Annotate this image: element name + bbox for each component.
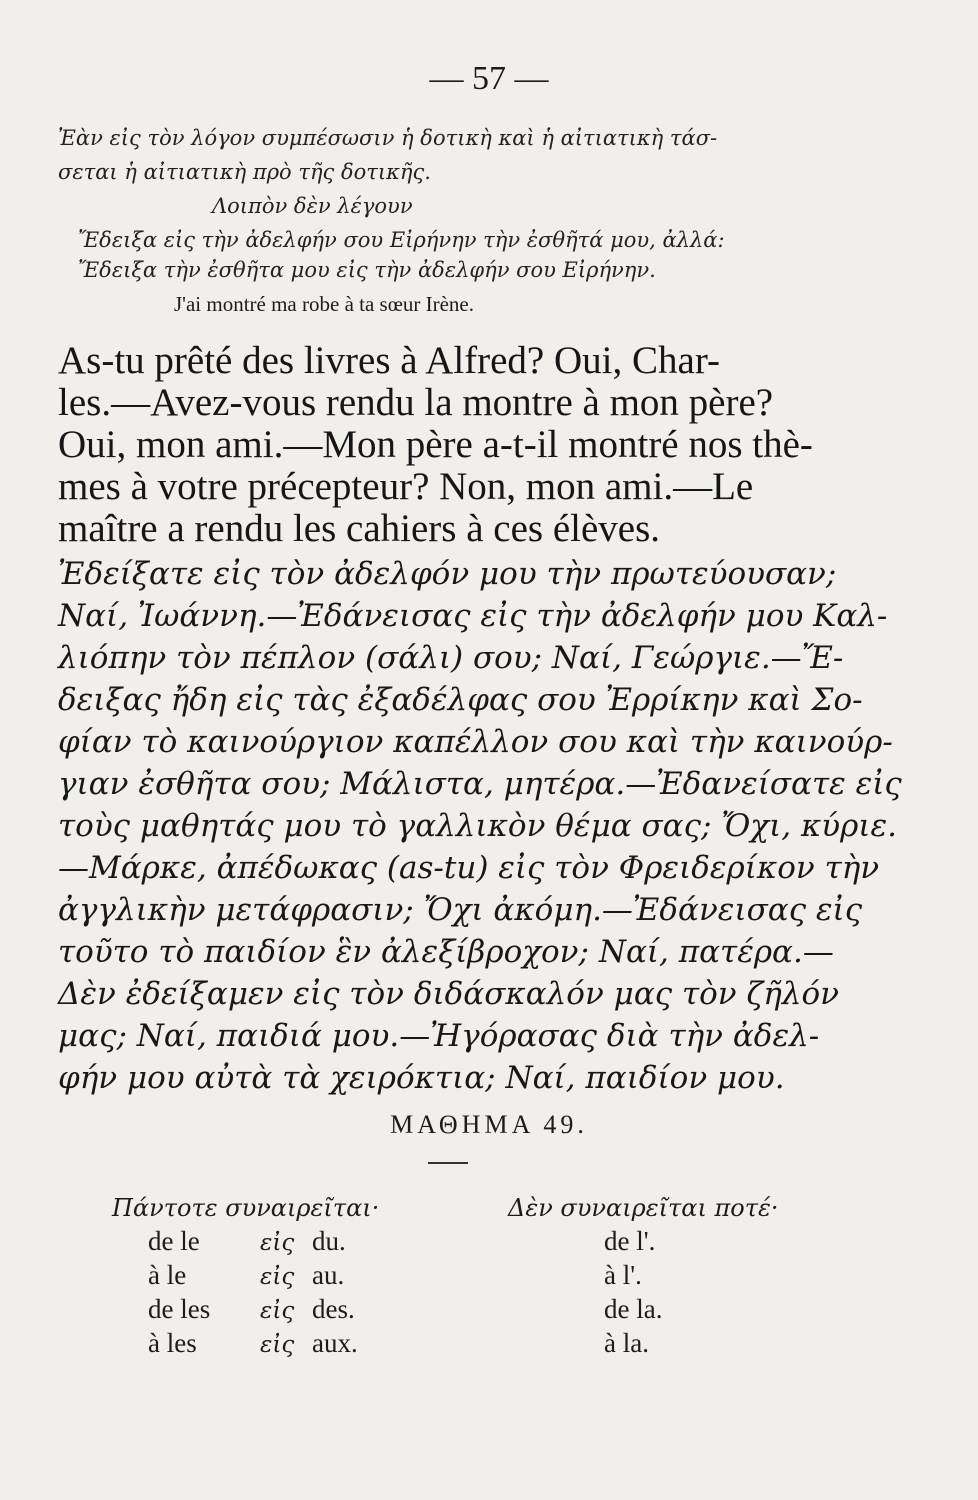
greek-line-7: τοὺς μαθητάς μου τὸ γαλλικὸν θέμα σας; Ὄχι, κύριε.: [58, 808, 897, 844]
lesson-heading: ΜΑΘΗΜΑ 49.: [390, 1110, 588, 1139]
left-fr-3: de les: [148, 1294, 211, 1324]
left-fr-2: à le: [148, 1260, 187, 1290]
greek-line-10: τοῦτο τὸ παιδίον ἓν ἀλεξίβροχον; Ναί, πατέρα.—: [58, 934, 834, 970]
greek-line-4: δειξας ἤδη εἰς τὰς ἐξαδέλφας σου Ἐρρίκην καὶ Σο-: [58, 682, 863, 718]
left-res-1: du.: [312, 1226, 346, 1256]
greek-line-5: φίαν τὸ καινούργιον καπέλλον σου καὶ τὴν καινούρ-: [58, 724, 893, 760]
page-number: — 57 —: [429, 60, 549, 97]
greek-line-8: —Μάρκε, ἀπέδωκας (as-tu) εἰς τὸν Φρειδερίκον τὴν: [58, 850, 880, 886]
greek-line-11: Δὲν ἐδείξαμεν εἰς τὸν διδάσκαλόν μας τὸν ζῆλόν: [58, 976, 840, 1012]
right-example: Ἔδειξα τὴν ἐσθῆτα μου εἰς τὴν ἀδελφήν σου Εἰρήνην.: [78, 258, 656, 282]
heading-rule: [428, 1162, 468, 1164]
greek-line-6: γιαν ἐσθῆτα σου; Μάλιστα, μητέρα.—Ἐδανείσατε εἰς: [58, 766, 902, 802]
rule-text-line-2: σεται ἡ αἰτιατικὴ πρὸ τῆς δοτικῆς.: [58, 160, 431, 184]
greek-line-13: φήν μου αὐτὰ τὰ χειρόκτια; Ναί, παιδίον μου.: [58, 1060, 785, 1096]
greek-line-2: Ναί, Ἰωάννη.—Ἐδάνεισας εἰς τὴν ἀδελφήν μου Καλ-: [58, 598, 888, 634]
left-gk-2: εἰς: [260, 1264, 295, 1290]
left-column-header: Πάντοτε συναιρεῖται·: [112, 1194, 380, 1222]
greek-line-1: Ἐδείξατε εἰς τὸν ἀδελφόν μου τὴν πρωτεύουσαν;: [58, 556, 837, 592]
right-row-3: de la.: [604, 1294, 663, 1324]
left-fr-1: de le: [148, 1226, 200, 1256]
greek-line-9: ἀγγλικὴν μετάφρασιν; Ὄχι ἀκόμη.—Ἐδάνεισας εἰς: [58, 892, 863, 928]
french-line-3: Oui, mon ami.—Mon père a-t-il montré nos thè-: [58, 423, 813, 466]
left-fr-4: à les: [148, 1328, 197, 1358]
right-row-1: de l'.: [604, 1226, 656, 1256]
wrong-example: Ἔδειξα εἰς τὴν ἀδελφήν σου Εἰρήνην τὴν ἐσθῆτά μου, ἀλλά:: [78, 228, 725, 252]
left-gk-3: εἰς: [260, 1298, 295, 1324]
rule-text-line-1: Ἐὰν εἰς τὸν λόγον συμπέσωσιν ἡ δοτικὴ καὶ ἡ αἰτιατικὴ τάσ-: [58, 126, 718, 150]
right-row-2: à l'.: [604, 1260, 642, 1290]
french-example: J'ai montré ma robe à ta sœur Irène.: [174, 292, 474, 316]
greek-line-12: μας; Ναί, παιδιά μου.—Ἠγόρασας διὰ τὴν ἀδελ-: [58, 1018, 820, 1054]
right-row-4: à la.: [604, 1328, 649, 1358]
left-res-2: au.: [312, 1260, 345, 1290]
left-res-3: des.: [312, 1294, 355, 1324]
left-res-4: aux.: [312, 1328, 358, 1358]
left-gk-4: εἰς: [260, 1332, 295, 1358]
french-line-4: mes à votre précepteur? Non, mon ami.—Le: [58, 465, 754, 508]
french-line-2: les.—Avez-vous rendu la montre à mon père?: [58, 381, 774, 424]
french-line-1: As-tu prêté des livres à Alfred? Oui, Char-: [58, 339, 721, 382]
french-line-5: maître a rendu les cahiers à ces élèves.: [58, 507, 661, 550]
so-we-say-text: Λοιπὸν δὲν λέγουν: [212, 194, 413, 218]
right-column-header: Δὲν συναιρεῖται ποτέ·: [508, 1194, 779, 1222]
greek-line-3: λιόπην τὸν πέπλον (σάλι) σου; Ναί, Γεώργιε.—Ἔ-: [58, 640, 844, 676]
left-gk-1: εἰς: [260, 1230, 295, 1256]
